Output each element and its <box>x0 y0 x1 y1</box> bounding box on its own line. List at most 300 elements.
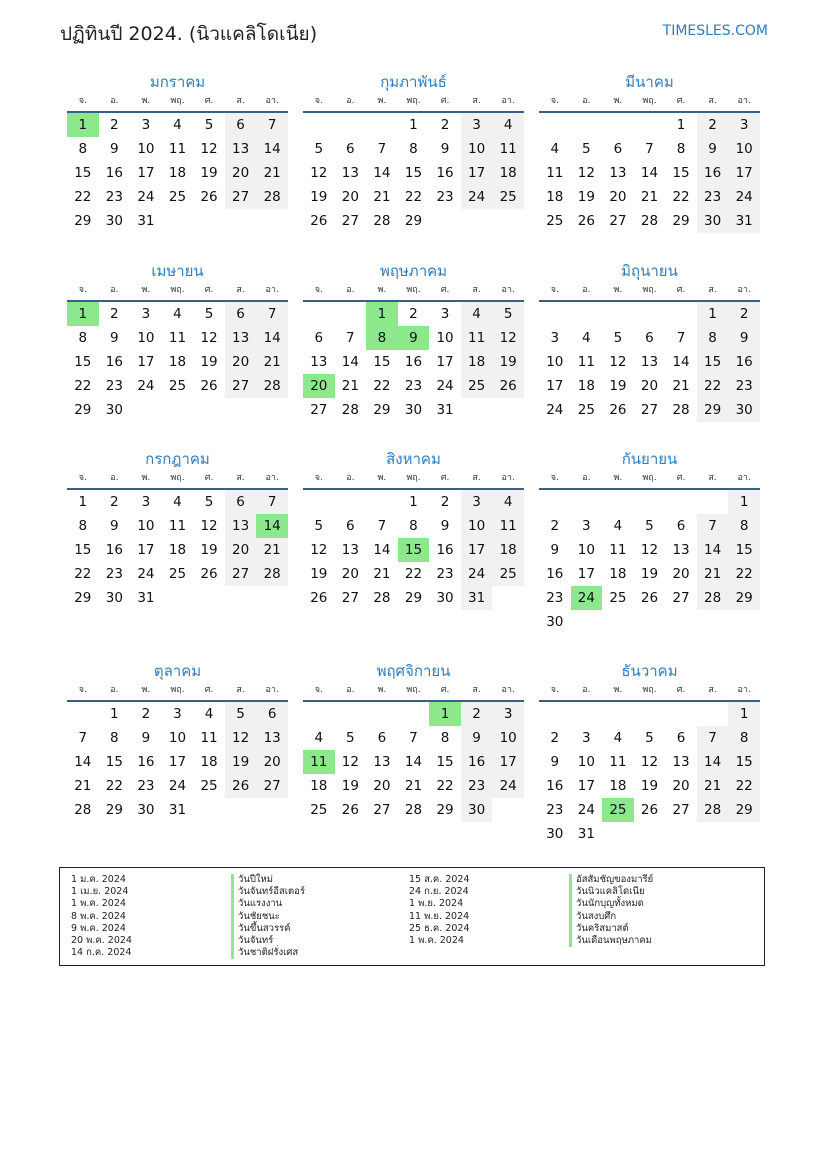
holiday-day-cell: 25 <box>602 798 634 822</box>
day-cell: 10 <box>461 514 493 538</box>
holiday-day-cell: 8 <box>366 326 398 350</box>
day-cell: 14 <box>697 750 729 774</box>
day-cell: 16 <box>436 165 454 181</box>
empty-cell <box>634 702 666 726</box>
day-cell: 29 <box>672 213 690 229</box>
day-cell: 12 <box>640 542 659 558</box>
day-cell: 29 <box>74 402 92 418</box>
weekday-label: ส. <box>236 285 245 295</box>
weekday-label: จ. <box>78 96 87 106</box>
weekday-label: ส. <box>472 285 481 295</box>
day-cell: 9 <box>141 730 151 746</box>
month-name: กรกฎาคม <box>145 450 210 468</box>
day-cell: 22 <box>404 566 423 582</box>
day-cell: 16 <box>697 161 729 185</box>
day-cell: 18 <box>577 378 595 394</box>
day-cell: 3 <box>492 702 524 726</box>
day-cell: 23 <box>105 566 123 582</box>
holiday-name: วันชาติฝรั่งเศส <box>231 947 305 959</box>
month-name: พฤศจิกายน <box>376 662 451 680</box>
day-cell: 25 <box>546 213 564 229</box>
day-cell: 3 <box>440 306 450 322</box>
weekday-header <box>67 683 288 702</box>
day-grid <box>303 490 524 610</box>
day-cell: 3 <box>461 113 493 137</box>
empty-cell <box>539 490 571 514</box>
day-cell: 5 <box>613 330 623 346</box>
day-cell: 5 <box>225 702 257 726</box>
day-cell: 21 <box>256 350 288 374</box>
day-cell: 20 <box>341 189 359 205</box>
weekday-label: ศ. <box>676 285 686 295</box>
weekday-header <box>303 283 524 302</box>
day-cell: 3 <box>582 518 591 534</box>
holiday-date: 20 พ.ค. 2024 <box>71 934 132 946</box>
weekday-label: พฤ. <box>406 96 421 106</box>
day-cell: 28 <box>404 802 423 818</box>
month-name: ตุลาคม <box>153 662 202 680</box>
day-cell: 2 <box>697 113 729 137</box>
holiday-name: วันนิวแคลิโดเนีย <box>569 886 653 898</box>
day-cell: 1 <box>728 490 760 514</box>
day-cell: 25 <box>461 374 493 398</box>
day-cell: 9 <box>440 141 450 157</box>
day-cell: 28 <box>373 590 391 606</box>
day-grid <box>539 113 760 233</box>
empty-cell <box>665 490 697 514</box>
day-grid <box>303 702 524 822</box>
day-cell: 19 <box>200 354 218 370</box>
day-cell: 30 <box>697 209 729 233</box>
weekday-label: อา. <box>501 473 515 483</box>
day-cell: 26 <box>200 189 218 205</box>
day-cell: 4 <box>204 706 214 722</box>
day-cell: 26 <box>200 378 218 394</box>
day-cell: 25 <box>168 566 187 582</box>
weekday-header <box>539 94 760 113</box>
day-cell: 31 <box>436 402 454 418</box>
day-cell: 2 <box>440 117 450 133</box>
empty-cell <box>602 490 634 514</box>
weekday-label: อา. <box>737 285 751 295</box>
day-cell: 20 <box>640 378 659 394</box>
day-cell: 28 <box>256 562 288 586</box>
day-cell: 3 <box>141 306 151 322</box>
weekday-label: จ. <box>314 285 323 295</box>
day-cell: 21 <box>640 189 659 205</box>
day-cell: 24 <box>137 566 155 582</box>
empty-cell <box>571 490 603 514</box>
day-cell: 25 <box>168 378 187 394</box>
day-cell: 24 <box>728 185 760 209</box>
weekday-label: อ. <box>582 473 591 483</box>
weekday-label: ศ. <box>204 685 214 695</box>
weekday-label: อ. <box>582 96 591 106</box>
holiday-name: วันนักบุญทั้งหมด <box>569 898 653 910</box>
day-cell: 7 <box>697 726 729 750</box>
day-cell: 21 <box>697 562 729 586</box>
day-cell: 24 <box>436 378 454 394</box>
day-cell: 26 <box>341 802 359 818</box>
month-name: มีนาคม <box>625 73 674 91</box>
day-cell: 21 <box>672 378 690 394</box>
day-cell: 25 <box>577 402 595 418</box>
day-cell: 17 <box>461 161 493 185</box>
day-cell: 27 <box>341 590 359 606</box>
day-cell: 12 <box>492 326 524 350</box>
day-cell: 22 <box>105 778 123 794</box>
weekday-label: จ. <box>550 285 559 295</box>
day-cell: 13 <box>373 754 391 770</box>
day-cell: 18 <box>609 778 627 794</box>
day-cell: 7 <box>377 518 387 534</box>
empty-cell <box>665 702 697 726</box>
empty-cell <box>571 113 603 137</box>
day-cell: 19 <box>310 189 328 205</box>
day-cell: 8 <box>728 726 760 750</box>
weekday-label: อ. <box>346 96 355 106</box>
day-cell: 20 <box>256 750 288 774</box>
day-cell: 30 <box>461 798 493 822</box>
day-cell: 16 <box>404 354 423 370</box>
day-cell: 19 <box>341 778 359 794</box>
holiday-name: วันคริสมาสต์ <box>569 923 653 935</box>
day-cell: 18 <box>461 350 493 374</box>
day-cell: 15 <box>74 542 92 558</box>
day-cell: 3 <box>728 113 760 137</box>
holiday-name: วันปีใหม่ <box>231 874 305 886</box>
holiday-day-cell: 11 <box>303 750 335 774</box>
weekday-label: พฤ. <box>642 285 657 295</box>
holiday-list <box>59 867 765 966</box>
day-cell: 8 <box>409 518 418 534</box>
day-cell: 10 <box>168 730 187 746</box>
day-cell: 5 <box>645 518 654 534</box>
day-cell: 15 <box>74 165 92 181</box>
weekday-label: อา. <box>737 473 751 483</box>
weekday-label: ศ. <box>204 96 214 106</box>
day-cell: 4 <box>173 306 182 322</box>
day-grid <box>539 490 760 634</box>
weekday-label: จ. <box>314 473 323 483</box>
day-cell: 30 <box>137 802 155 818</box>
empty-cell <box>303 113 335 137</box>
weekday-label: ศ. <box>440 285 450 295</box>
day-cell: 27 <box>672 802 690 818</box>
weekday-label: พฤ. <box>170 473 185 483</box>
day-cell: 14 <box>341 354 359 370</box>
weekday-label: พฤ. <box>642 473 657 483</box>
day-cell: 14 <box>74 754 92 770</box>
holiday-date: 9 พ.ค. 2024 <box>71 922 126 934</box>
month-name: ธันวาคม <box>621 662 678 680</box>
empty-cell <box>602 702 634 726</box>
day-cell: 11 <box>577 354 595 370</box>
weekday-label: อา. <box>265 685 279 695</box>
day-cell: 6 <box>676 730 686 746</box>
day-cell: 11 <box>168 141 187 157</box>
day-cell: 17 <box>137 542 155 558</box>
weekday-label: อ. <box>346 473 355 483</box>
day-cell: 7 <box>676 330 686 346</box>
day-cell: 23 <box>728 374 760 398</box>
holiday-name: วันแรงงาน <box>231 898 305 910</box>
day-cell: 22 <box>672 189 690 205</box>
day-cell: 7 <box>377 141 387 157</box>
empty-cell <box>366 702 398 726</box>
day-cell: 16 <box>728 350 760 374</box>
day-cell: 23 <box>546 802 564 818</box>
day-cell: 9 <box>728 326 760 350</box>
day-cell: 17 <box>546 378 564 394</box>
day-cell: 12 <box>310 165 328 181</box>
day-cell: 13 <box>341 542 359 558</box>
day-cell: 13 <box>609 165 627 181</box>
weekday-label: พ. <box>377 96 387 106</box>
day-cell: 15 <box>728 538 760 562</box>
day-cell: 12 <box>200 330 218 346</box>
weekday-header <box>539 283 760 302</box>
empty-cell <box>335 490 367 514</box>
day-cell: 6 <box>225 113 257 137</box>
weekday-label: ส. <box>472 685 481 695</box>
weekday-header <box>303 683 524 702</box>
day-cell: 8 <box>78 518 88 534</box>
day-cell: 29 <box>697 398 729 422</box>
day-cell: 14 <box>404 754 423 770</box>
day-cell: 11 <box>461 326 493 350</box>
weekday-label: อา. <box>737 685 751 695</box>
day-cell: 18 <box>200 754 218 770</box>
empty-cell <box>335 702 367 726</box>
day-cell: 1 <box>676 117 686 133</box>
day-cell: 15 <box>105 754 123 770</box>
day-cell: 3 <box>582 730 591 746</box>
empty-cell <box>697 702 729 726</box>
day-cell: 23 <box>105 189 123 205</box>
holiday-date: 1 ม.ค. 2024 <box>71 874 126 885</box>
month-7 <box>67 447 288 610</box>
weekday-label: จ. <box>550 685 559 695</box>
day-cell: 13 <box>256 726 288 750</box>
day-cell: 23 <box>105 378 123 394</box>
weekday-header <box>539 471 760 490</box>
day-cell: 27 <box>640 402 659 418</box>
weekday-label: พ. <box>377 285 387 295</box>
day-cell: 17 <box>492 750 524 774</box>
day-cell: 20 <box>225 538 257 562</box>
day-cell: 21 <box>341 378 359 394</box>
day-cell: 24 <box>577 802 595 818</box>
weekday-label: ศ. <box>204 285 214 295</box>
empty-cell <box>67 702 99 726</box>
day-cell: 15 <box>436 754 454 770</box>
day-cell: 16 <box>546 778 564 794</box>
day-cell: 23 <box>137 778 155 794</box>
day-cell: 16 <box>436 542 454 558</box>
day-cell: 13 <box>225 326 257 350</box>
day-cell: 19 <box>609 378 627 394</box>
day-cell: 7 <box>256 113 288 137</box>
day-cell: 29 <box>105 802 123 818</box>
day-cell: 13 <box>672 542 690 558</box>
day-cell: 29 <box>436 802 454 818</box>
weekday-label: อา. <box>501 685 515 695</box>
empty-cell <box>571 302 603 326</box>
day-cell: 7 <box>409 730 418 746</box>
holiday-day-cell: 14 <box>256 514 288 538</box>
day-cell: 7 <box>645 141 654 157</box>
day-cell: 22 <box>74 566 92 582</box>
day-cell: 25 <box>310 802 328 818</box>
day-cell: 12 <box>200 518 218 534</box>
day-grid <box>539 702 760 846</box>
weekday-label: ส. <box>708 685 717 695</box>
day-cell: 5 <box>314 518 324 534</box>
day-cell: 5 <box>204 306 214 322</box>
day-cell: 14 <box>373 542 391 558</box>
weekday-label: ศ. <box>676 96 686 106</box>
day-cell: 18 <box>546 189 564 205</box>
day-cell: 5 <box>314 141 324 157</box>
empty-cell <box>539 702 571 726</box>
weekday-label: พฤ. <box>406 685 421 695</box>
day-cell: 12 <box>225 726 257 750</box>
empty-cell <box>602 113 634 137</box>
day-cell: 9 <box>110 141 119 157</box>
weekday-label: จ. <box>550 96 559 106</box>
day-cell: 20 <box>672 778 690 794</box>
day-cell: 28 <box>640 213 659 229</box>
day-cell: 6 <box>256 702 288 726</box>
month-11 <box>303 659 524 822</box>
day-cell: 11 <box>609 754 627 770</box>
holiday-date: 1 พ.ค. 2024 <box>409 934 464 946</box>
day-cell: 22 <box>74 378 92 394</box>
day-cell: 18 <box>492 538 524 562</box>
holiday-day-cell: 1 <box>429 702 461 726</box>
day-cell: 9 <box>550 754 560 770</box>
empty-cell <box>398 702 430 726</box>
day-cell: 20 <box>609 189 627 205</box>
day-cell: 2 <box>440 494 450 510</box>
holiday-day-cell: 1 <box>67 113 99 137</box>
holiday-date: 11 พ.ย. 2024 <box>409 910 470 922</box>
empty-cell <box>539 113 571 137</box>
day-cell: 9 <box>697 137 729 161</box>
day-cell: 28 <box>256 185 288 209</box>
weekday-header <box>303 471 524 490</box>
day-cell: 7 <box>346 330 355 346</box>
day-cell: 1 <box>110 706 119 722</box>
day-cell: 4 <box>314 730 324 746</box>
day-cell: 28 <box>373 213 391 229</box>
weekday-label: พ. <box>613 685 623 695</box>
holiday-day-cell: 20 <box>303 374 335 398</box>
day-cell: 1 <box>728 702 760 726</box>
weekday-label: พฤ. <box>170 285 185 295</box>
holiday-date: 1 พ.ค. 2024 <box>71 898 126 910</box>
day-cell: 14 <box>256 137 288 161</box>
day-cell: 14 <box>373 165 391 181</box>
day-cell: 18 <box>168 165 187 181</box>
day-cell: 18 <box>310 778 328 794</box>
day-cell: 9 <box>110 330 119 346</box>
weekday-label: จ. <box>78 473 87 483</box>
day-cell: 5 <box>204 494 214 510</box>
day-cell: 11 <box>200 730 218 746</box>
day-cell: 4 <box>613 730 623 746</box>
empty-cell <box>634 490 666 514</box>
day-cell: 10 <box>137 518 155 534</box>
day-cell: 2 <box>728 302 760 326</box>
weekday-label: อา. <box>265 473 279 483</box>
day-cell: 5 <box>204 117 214 133</box>
day-cell: 12 <box>200 141 218 157</box>
month-6 <box>539 259 760 422</box>
day-cell: 7 <box>78 730 88 746</box>
month-name: มิถุนายน <box>621 262 678 280</box>
day-cell: 10 <box>137 141 155 157</box>
day-cell: 30 <box>105 590 123 606</box>
day-cell: 21 <box>373 189 391 205</box>
weekday-label: อ. <box>582 285 591 295</box>
month-name: เมษายน <box>151 262 204 280</box>
day-cell: 8 <box>440 730 450 746</box>
weekday-header <box>67 94 288 113</box>
holiday-day-cell: 1 <box>67 302 99 326</box>
weekday-label: พฤ. <box>406 285 421 295</box>
day-cell: 27 <box>341 213 359 229</box>
weekday-label: ศ. <box>204 473 214 483</box>
day-cell: 21 <box>404 778 423 794</box>
holiday-date: 25 ธ.ค. 2024 <box>409 922 470 934</box>
day-grid <box>303 302 524 422</box>
day-cell: 5 <box>582 141 591 157</box>
weekday-label: อ. <box>110 96 119 106</box>
day-cell: 27 <box>256 774 288 798</box>
day-cell: 4 <box>613 518 623 534</box>
day-cell: 24 <box>137 378 155 394</box>
weekday-label: จ. <box>78 685 87 695</box>
day-cell: 29 <box>74 213 92 229</box>
weekday-label: อ. <box>110 685 119 695</box>
day-cell: 9 <box>550 542 560 558</box>
day-cell: 17 <box>461 538 493 562</box>
day-cell: 28 <box>341 402 359 418</box>
day-cell: 12 <box>609 354 627 370</box>
day-cell: 25 <box>609 590 627 606</box>
day-cell: 10 <box>577 542 595 558</box>
weekday-label: จ. <box>78 285 87 295</box>
site-link[interactable]: TIMESLES.COM <box>662 23 768 39</box>
day-cell: 15 <box>373 354 391 370</box>
weekday-header <box>539 683 760 702</box>
day-cell: 17 <box>577 778 595 794</box>
weekday-label: อ. <box>346 285 355 295</box>
day-cell: 23 <box>436 189 454 205</box>
day-cell: 15 <box>672 165 690 181</box>
empty-cell <box>366 490 398 514</box>
day-cell: 14 <box>672 354 690 370</box>
day-cell: 16 <box>137 754 155 770</box>
day-cell: 30 <box>436 590 454 606</box>
day-cell: 25 <box>492 562 524 586</box>
holiday-dates-right <box>409 874 470 947</box>
weekday-label: พ. <box>613 285 623 295</box>
weekday-header <box>67 471 288 490</box>
day-cell: 8 <box>409 141 418 157</box>
